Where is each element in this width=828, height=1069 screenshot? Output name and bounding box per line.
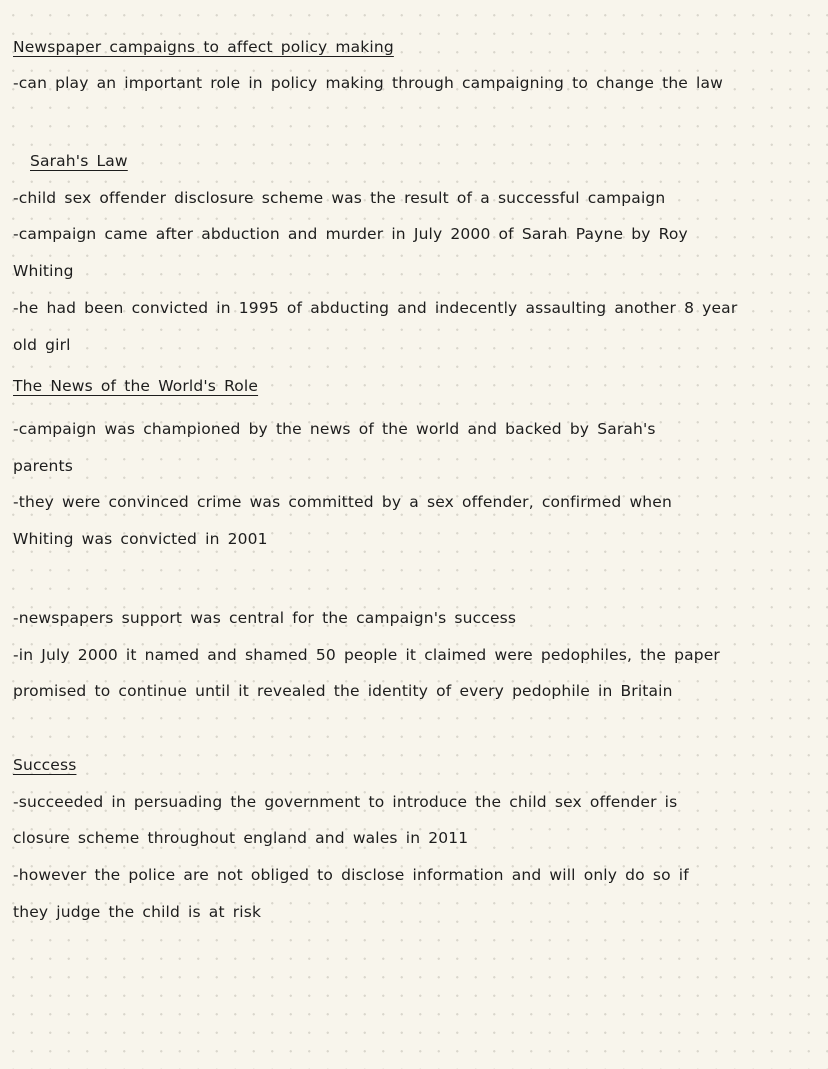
heading-newspaper-campaigns: Newspaper campaigns to affect policy making (13, 38, 394, 56)
note-line: old girl (13, 336, 71, 354)
note-line: Whiting (13, 262, 74, 280)
note-line: closure scheme throughout england and wales in 2011 (13, 829, 469, 847)
note-line: -he had been convicted in 1995 of abducting and indecently assaulting another 8 year (13, 299, 738, 317)
note-line: they judge the child is at risk (13, 903, 262, 921)
note-line: promised to continue until it revealed the identity of every pedophile in Britain (13, 682, 673, 700)
note-line: -however the police are not obliged to disclose information and will only do so if (13, 866, 689, 884)
note-line: -campaign was championed by the news of the world and backed by Sarah's (13, 420, 656, 438)
note-line: parents (13, 457, 73, 475)
note-line: -child sex offender disclosure scheme was the result of a successful campaign (13, 189, 666, 207)
note-line: -in July 2000 it named and shamed 50 people it claimed were pedophiles, the paper (13, 646, 720, 664)
note-line: -can play an important role in policy making through campaigning to change the law (13, 74, 723, 92)
note-line: -newspapers support was central for the campaign's success (13, 609, 517, 627)
heading-success: Success (13, 756, 77, 774)
note-line: -they were convinced crime was committed by a sex offender, confirmed when (13, 493, 672, 511)
heading-sarahs-law: Sarah's Law (30, 152, 128, 170)
heading-news-of-the-world-role: The News of the World's Role (13, 377, 259, 395)
note-line: Whiting was convicted in 2001 (13, 530, 268, 548)
note-line: -campaign came after abduction and murder in July 2000 of Sarah Payne by Roy (13, 225, 688, 243)
note-line: -succeeded in persuading the government to introduce the child sex offender is (13, 793, 678, 811)
